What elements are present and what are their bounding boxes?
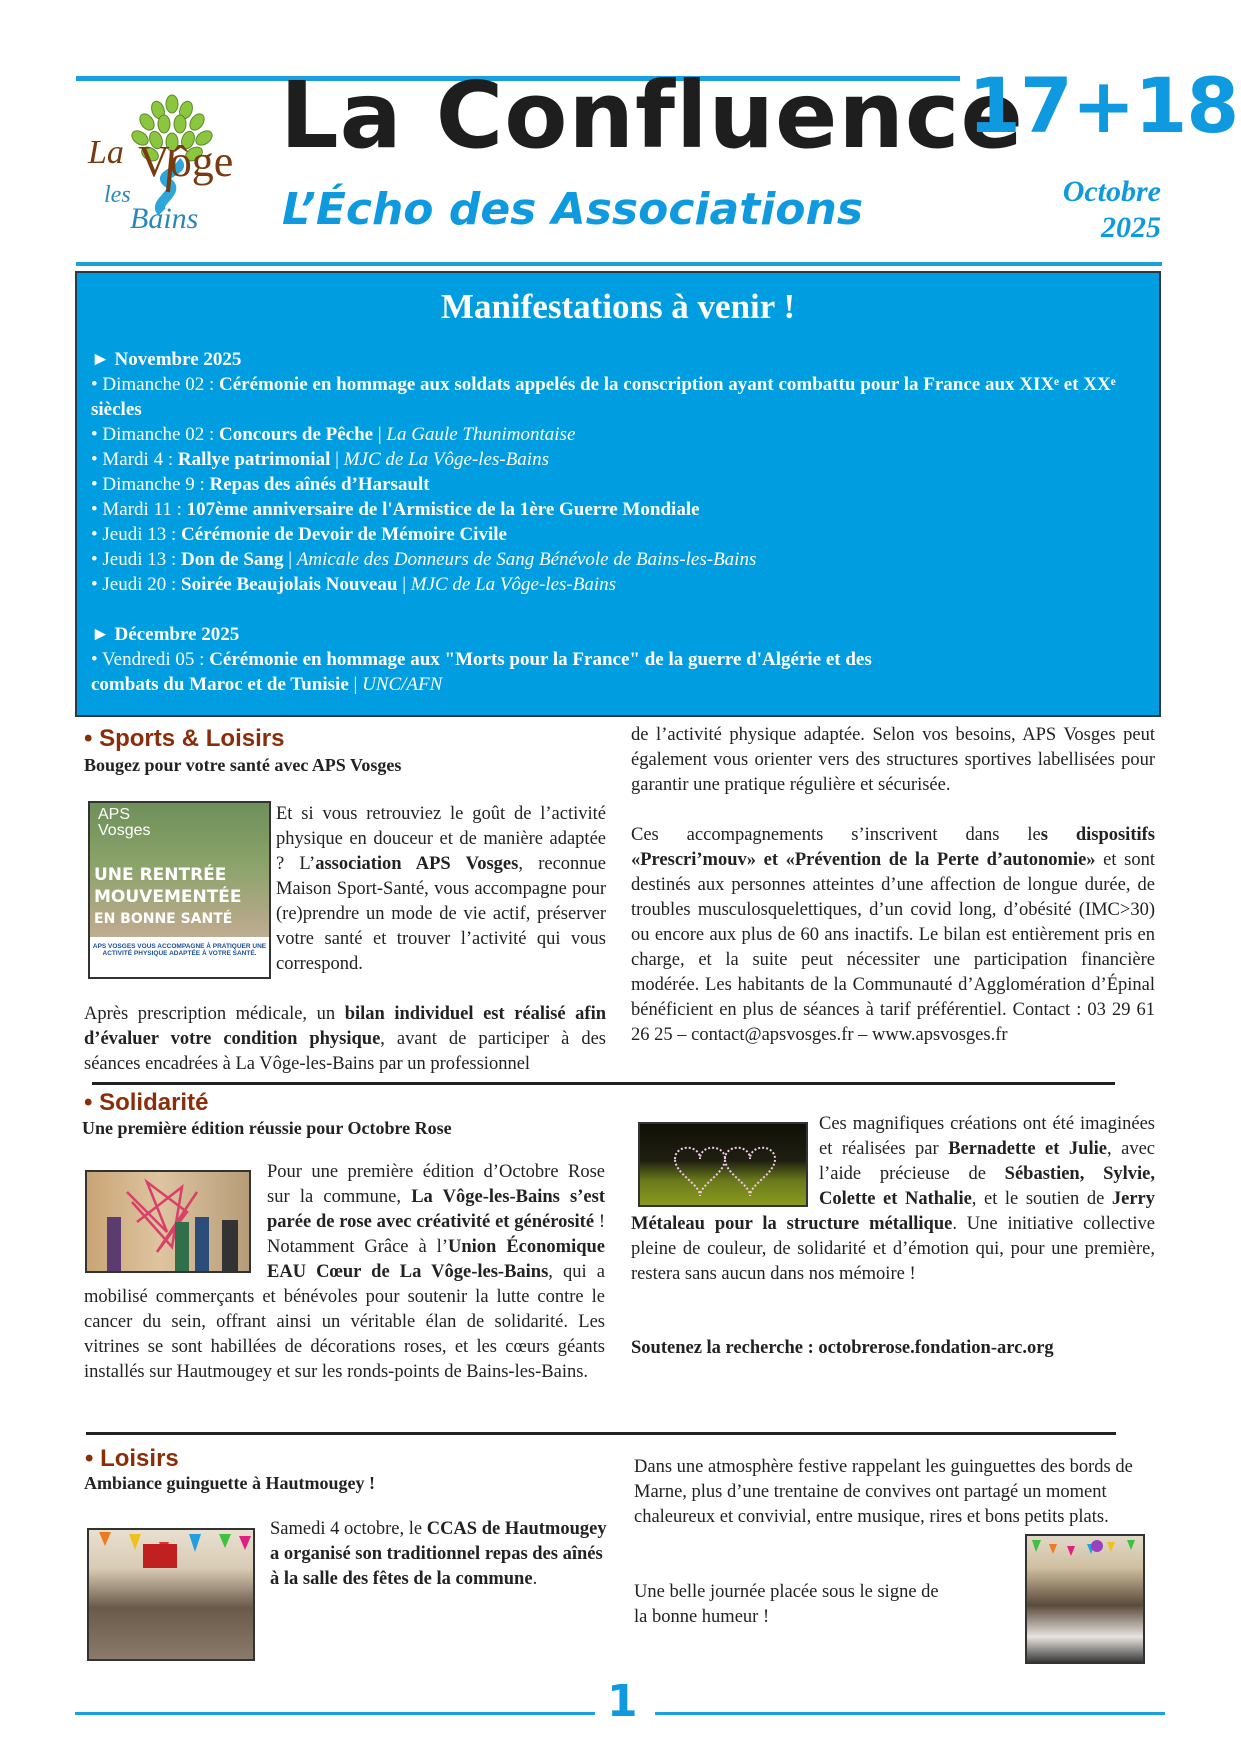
upcoming-events-box (75, 271, 1161, 717)
octobre-rose-support-link[interactable]: Soutenez la recherche : octobrerose.fondation-arc.org (631, 1338, 1054, 1358)
event-title: Soirée Beaujolais Nouveau (181, 574, 398, 595)
event-title: Don de Sang (181, 549, 284, 570)
event-item (91, 522, 1145, 547)
header-bottom-rule (76, 262, 1162, 266)
event-title: Cérémonie en hommage aux "Morts pour la France" de la guerre d'Algérie et des combats du Maroc et de Tunisie (91, 649, 872, 695)
event-item (91, 472, 1145, 497)
aps-brand: APS Vosges (98, 806, 151, 839)
guinguette-paragraph-2: Dans une atmosphère festive rappelant les guinguettes des bords de Marne, plus d’une trentaine de convives ont partagé un moment chaleureux et convivial, entre musique, rires et bons petits plats. (634, 1457, 1133, 1527)
newsletter-title: La Confluence (280, 62, 1024, 169)
events-month-heading: ► Décembre 2025 (91, 624, 240, 645)
aps-paragraph-2: Après prescription médicale, un bilan individuel est réalisé afin d’évaluer votre condition physique, avant de participer à des séances encadrées à La Vôge-les-Bains par un professionnel (84, 1004, 606, 1074)
logo (88, 92, 252, 242)
section-heading-loisirs: • Loisirs (85, 1445, 179, 1472)
poster-line-2: MOUVEMENTÉE (94, 887, 242, 907)
event-title: Repas des aînés d’Harsault (209, 474, 430, 495)
events-title: Manifestations à venir ! (440, 287, 796, 326)
event-organizer: MJC de La Vôge-les-Bains (343, 449, 549, 470)
logo-text-la: La (88, 134, 124, 171)
event-title: Cérémonie en hommage aux soldats appelés de la conscription ayant combattu pour la France aux XIXᵉ et XXᵉ siècles (91, 374, 1116, 420)
event-item: • Mardi 4 : Rallye patrimonial | MJC de La Vôge-les-Bains (91, 449, 549, 470)
issue-year: 2025 (1101, 211, 1161, 244)
aps-paragraph-3: de l’activité physique adaptée. Selon vos besoins, APS Vosges peut également vous orienter vers des structures sportives labellisées pour garantir une pratique régulière et sécurisée. (631, 725, 1155, 795)
article-headline-aps: Bougez pour votre santé avec APS Vosges (84, 755, 402, 775)
event-title: Rallye patrimonial (177, 449, 331, 470)
event-item: • Dimanche 02 : Concours de Pêche | La Gaule Thunimontaise (91, 424, 576, 445)
guinguette-paragraph-1: Samedi 4 octobre, le CCAS de Hautmougey a organisé son traditionnel repas des aînés à la salle des fêtes de la commune. (270, 1519, 607, 1589)
event-item (91, 497, 1145, 522)
event-day: • Jeudi 13 : (91, 524, 182, 545)
logo-text-voge: Vôge (138, 137, 234, 186)
event-day: • Jeudi 13 : (91, 549, 182, 570)
guinguette-paragraph-3: Une belle journée placée sous le signe de la bonne humeur ! (634, 1582, 939, 1627)
logo-text-les: les (104, 182, 131, 208)
octobre-rose-paragraph-1: Pour une première édition d’Octobre Rose sur la commune, La Vôge-les-Bains s’est parée de rose avec créativité et générosité ! Notamment Grâce à l’Union Économique EAU Cœur de La Vôge-les-Bains, qui a mobilisé commerçants et bénévoles pour soutenir la lutte contre le cancer du sein, offrant ainsi un véritable élan de solidarité. Les vitrines se sont habillées de décorations roses, et les cœurs géants installés sur Hautmougey et sur les ronds-points de Bains-les-Bains. (84, 1162, 605, 1382)
guinguette-group-photo (87, 1528, 255, 1661)
aps-vosges-poster-image (88, 801, 271, 979)
bunting-flags-icon (1027, 1536, 1145, 1664)
event-day: • Jeudi 20 : (91, 574, 182, 595)
aps-paragraph-1: Et si vous retrouviez le goût de l’activité physique en douceur et de manière adaptée ? L’association APS Vosges, reconnue Maison Sport-Santé, vous accompagne pour (re)prendre un mode de vie actif, préserver votre santé et trouver l’activité qui vous correspond. (276, 804, 606, 974)
event-day: • Dimanche 02 : (91, 374, 220, 395)
event-day: • Dimanche 02 : (91, 424, 220, 445)
issue-date (1063, 174, 1161, 246)
section-heading-sports: • Sports & Loisirs (84, 725, 285, 752)
poster-line-3: EN BONNE SANTÉ (94, 911, 233, 927)
event-item: • Vendredi 05 : Cérémonie en hommage aux "Morts pour la France" de la guerre d'Algérie et des combats du Maroc et de Tunisie | UNC/AFN (91, 649, 872, 695)
section-heading-solidarite: • Solidarité (84, 1089, 209, 1116)
section-divider (86, 1432, 1116, 1435)
event-item (91, 372, 1145, 422)
event-organizer: MJC de La Vôge-les-Bains (410, 574, 617, 595)
events-month-heading: ► Novembre 2025 (91, 349, 242, 370)
issue-month: Octobre (1062, 175, 1161, 208)
logo-text-bains: Bains (130, 202, 199, 235)
issue-number: 17+18 (968, 61, 1239, 150)
event-organizer: La Gaule Thunimontaise (386, 424, 576, 445)
event-title: Cérémonie de Devoir de Mémoire Civile (181, 524, 507, 545)
event-title: 107ème anniversaire de l'Armistice de la 1ère Guerre Mondiale (186, 499, 700, 520)
octobre-rose-paragraph-2: Ces magnifiques créations ont été imaginées et réalisées par Bernadette et Julie, avec l’aide précieuse de Sébastien, Sylvie, Colette et Nathalie, et le soutien de Jerry Métaleau pour la structure métallique. Une initiative collective pleine de couleur, de solidarité et d’émotion qui, pour une première, restera sans aucun dans nos mémoire ! (631, 1114, 1155, 1284)
event-day: • Mardi 11 : (91, 499, 187, 520)
event-organizer: UNC/AFN (362, 674, 443, 695)
event-title: Concours de Pêche (219, 424, 374, 445)
footer-rule-left (75, 1712, 595, 1715)
event-day: • Mardi 4 : (91, 449, 178, 470)
article-headline-octobre-rose: Une première édition réussie pour Octobre Rose (82, 1118, 452, 1138)
page-number: 1 (607, 1676, 638, 1727)
bunting-flags-icon (89, 1530, 255, 1661)
event-item: • Jeudi 20 : Soirée Beaujolais Nouveau | MJC de La Vôge-les-Bains (91, 574, 617, 595)
article-headline-guinguette: Ambiance guinguette à Hautmougey ! (84, 1473, 375, 1493)
section-divider (92, 1082, 1115, 1085)
aps-paragraph-4: Ces accompagnements s’inscrivent dans les dispositifs «Prescri’mouv» et «Prévention de la Perte d’autonomie» et sont destinés aux personnes atteintes d’une affection de longue durée, de troubles musculosquelettiques, d’un covid long, d’obésité (IMC>30) ou encore aux plus de 60 ans inactifs. Le bilan est entièrement pris en charge, et la suite peut nécessiter une participation financière modérée. Les habitants de la Communauté d’Agglomération d’Épinal bénéficient en plus de séances à tarif préférentiel. Contact : 03 29 61 26 25 – contact@apsvosges.fr – www.apsvosges.fr (631, 825, 1155, 1045)
event-organizer: Amicale des Donneurs de Sang Bénévole de Bains-les-Bains (296, 549, 757, 570)
events-list (91, 347, 1145, 697)
footer-rule-right (655, 1712, 1165, 1715)
guinguette-table-photo (1025, 1534, 1145, 1664)
poster-caption: APS VOSGES VOUS ACCOMPAGNE À PRATIQUER UNE ACTIVITÉ PHYSIQUE ADAPTÉE À VOTRE SANTÉ. (90, 937, 269, 977)
event-day: • Dimanche 9 : (91, 474, 210, 495)
newsletter-subtitle: L’Écho des Associations (282, 184, 864, 235)
poster-line-1: UNE RENTRÉE (94, 865, 227, 885)
event-day: • Vendredi 05 : (91, 649, 210, 670)
event-item: • Jeudi 13 : Don de Sang | Amicale des Donneurs de Sang Bénévole de Bains-les-Bains (91, 549, 757, 570)
